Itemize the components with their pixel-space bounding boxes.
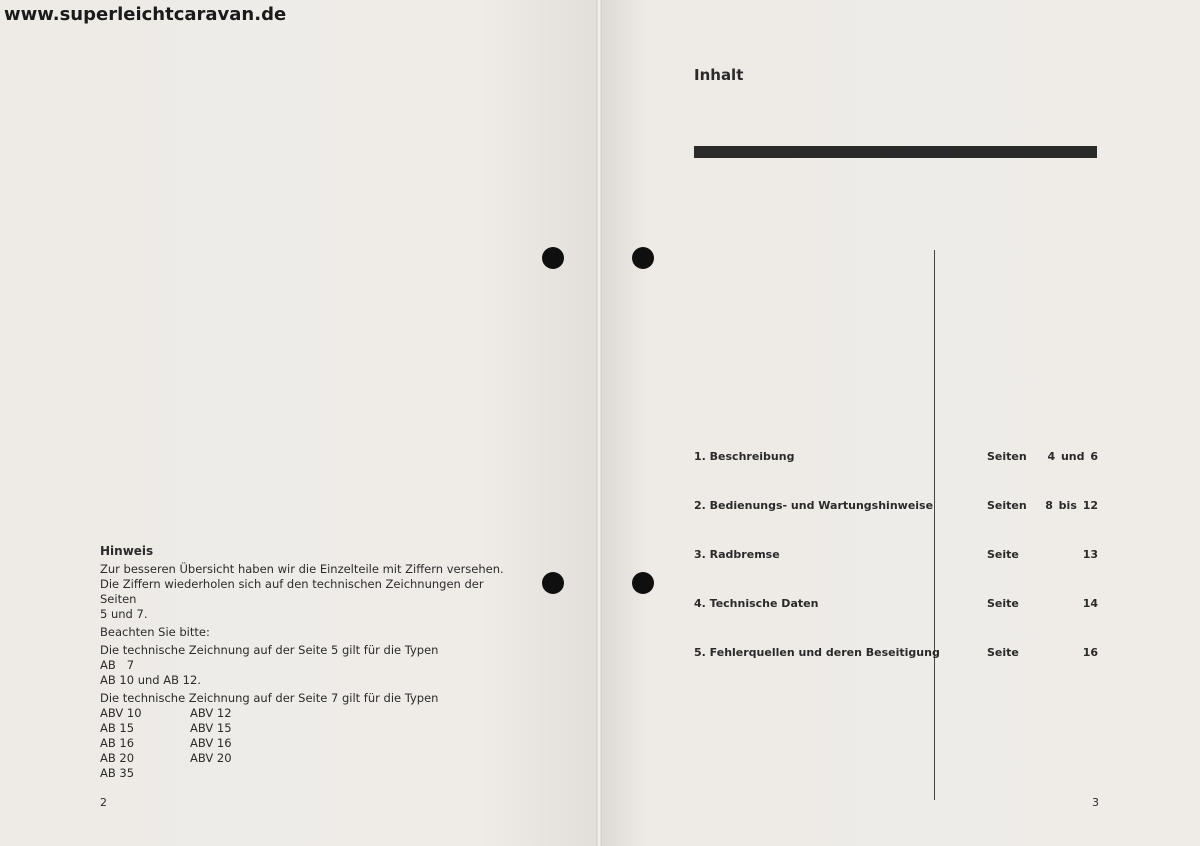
zeichnung-7-text: Die technische Zeichnung auf der Seite 7 gilt für die Typen bbox=[100, 691, 439, 705]
toc-title: Inhalt bbox=[694, 66, 744, 84]
type-line: AB 10 und AB 12. bbox=[100, 673, 201, 687]
punch-hole bbox=[542, 247, 564, 269]
hinweis-text: Zur besseren Übersicht haben wir die Einzelteile mit Ziffern versehen. bbox=[100, 562, 504, 576]
type-row bbox=[100, 766, 510, 781]
type-line: AB 7 bbox=[100, 658, 135, 672]
toc-entry-pages: 4 und 6 bbox=[1047, 450, 1098, 463]
type-item: AB 15 bbox=[100, 721, 135, 735]
toc-entry-pages: 13 bbox=[1082, 548, 1098, 561]
toc-entry-word: Seite bbox=[987, 548, 1019, 561]
hinweis-section bbox=[100, 544, 510, 781]
hinweis-text: Die Ziffern wiederholen sich auf den technischen Zeichnungen der Seiten bbox=[100, 577, 484, 606]
zeichnung-5-text: Die technische Zeichnung auf der Seite 5 gilt für die Typen bbox=[100, 643, 439, 657]
toc-entry-word: Seite bbox=[987, 646, 1019, 659]
toc-entry-word: Seite bbox=[987, 597, 1019, 610]
toc-header-bar bbox=[694, 146, 1097, 158]
toc-entry-title: 2. Bedienungs- und Wartungshinweise bbox=[694, 499, 934, 512]
type-item: ABV 12 bbox=[190, 706, 232, 720]
toc-entry-title: 5. Fehlerquellen und deren Beseitigung bbox=[694, 646, 940, 659]
type-item: ABV 10 bbox=[100, 706, 142, 720]
type-item: ABV 20 bbox=[190, 751, 232, 765]
hinweis-text: 5 und 7. bbox=[100, 607, 148, 621]
type-item: AB 20 bbox=[100, 751, 135, 765]
toc-entry-pages: 8 bis 12 bbox=[1045, 499, 1098, 512]
toc-entry-title: 3. Radbremse bbox=[694, 548, 780, 561]
toc-entry-word: Seiten bbox=[987, 499, 1027, 512]
hinweis-title: Hinweis bbox=[100, 544, 154, 558]
toc-divider-line bbox=[934, 250, 935, 800]
punch-hole bbox=[542, 572, 564, 594]
beachten-text: Beachten Sie bitte: bbox=[100, 625, 210, 639]
type-item: ABV 16 bbox=[190, 736, 232, 750]
type-item: AB 35 bbox=[100, 766, 135, 780]
type-row bbox=[100, 751, 510, 766]
toc-entry-title: 4. Technische Daten bbox=[694, 597, 819, 610]
type-row bbox=[100, 721, 510, 736]
toc-entry-title: 1. Beschreibung bbox=[694, 450, 795, 463]
page-fold bbox=[596, 0, 602, 846]
right-page bbox=[600, 0, 1200, 846]
punch-hole bbox=[632, 572, 654, 594]
toc-entry-word: Seiten bbox=[987, 450, 1027, 463]
type-item: ABV 15 bbox=[190, 721, 232, 735]
page-number-right: 3 bbox=[1092, 796, 1099, 809]
punch-hole bbox=[632, 247, 654, 269]
toc-entry-pages: 14 bbox=[1082, 597, 1098, 610]
toc-entry-pages: 16 bbox=[1082, 646, 1098, 659]
watermark: www.superleichtcaravan.de bbox=[4, 4, 287, 25]
type-row bbox=[100, 706, 510, 721]
page-number-left: 2 bbox=[100, 796, 107, 809]
type-row bbox=[100, 736, 510, 751]
type-item: AB 16 bbox=[100, 736, 135, 750]
